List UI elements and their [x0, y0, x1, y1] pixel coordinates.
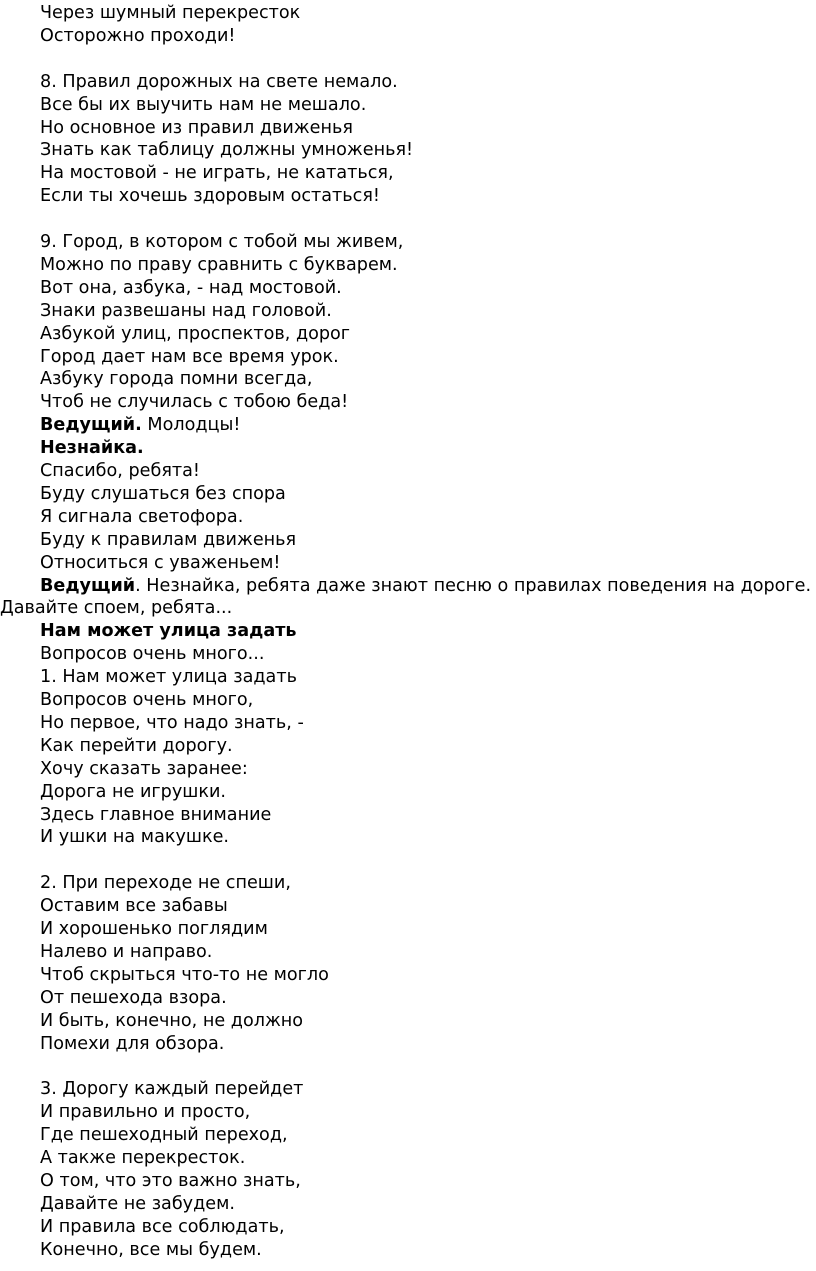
text-line: Буду слушаться без спора	[40, 483, 286, 504]
text-line: Знать как таблицу должны умноженья!	[40, 140, 414, 161]
speaker-line	[40, 620, 297, 643]
text-line: Можно по праву сравнить с букварем.	[40, 254, 398, 275]
text-line: Вопросов очень много...	[40, 644, 265, 665]
text-line: Вопросов очень много,	[40, 690, 254, 710]
text-line: Вот она, азбука, - над мостовой.	[40, 277, 342, 298]
speaker-name: Ведущий	[40, 575, 136, 596]
text-line: И хорошенько поглядим	[40, 919, 268, 939]
text-line: Азбуку города помни всегда,	[40, 369, 313, 390]
text-line: И быть, конечно, не должно	[40, 1010, 304, 1031]
text-line: Осторожно проходи!	[40, 25, 236, 46]
text-line: Я сигнала светофора.	[40, 506, 244, 527]
speaker-name: Нам может улица задать	[40, 621, 297, 642]
text-line: Относиться с уваженьем!	[40, 552, 281, 573]
speaker-line	[40, 437, 144, 460]
text-line: Где пешеходный переход,	[40, 1125, 288, 1146]
text-line: 2. При переходе не спеши,	[40, 873, 291, 894]
text-line: Если ты хочешь здоровым остаться!	[40, 186, 380, 207]
text-line: Оставим все забавы	[40, 896, 228, 917]
text-line: О том, что это важно знать,	[40, 1170, 301, 1191]
text-line: А также перекресток.	[40, 1148, 246, 1168]
speaker-name: Незнайка.	[40, 438, 144, 459]
speaker-name: Ведущий.	[40, 415, 142, 436]
text-line: Налево и направо.	[40, 941, 213, 962]
speaker-line	[40, 414, 240, 437]
text-line: Давайте споем, ребята...	[0, 598, 233, 619]
text-line: Давайте не забудем.	[40, 1193, 235, 1214]
speaker-text: Молодцы!	[141, 415, 241, 436]
text-line: Азбукой улиц, проспектов, дорог	[40, 323, 351, 344]
text-line: Но первое, что надо знать, -	[40, 712, 304, 733]
text-line: На мостовой - не играть, не кататься,	[40, 163, 394, 184]
text-line: Конечно, все мы будем.	[40, 1239, 262, 1260]
text-line: Дорога не игрушки.	[40, 781, 226, 802]
text-line: Помехи для обзора.	[40, 1033, 225, 1054]
text-line: Как перейти дорогу.	[40, 735, 233, 756]
speaker-text: . Незнайка, ребята даже знают песню о правилах поведения на дороге.	[135, 575, 812, 596]
text-line: 9. Город, в котором с тобой мы живем,	[40, 232, 404, 252]
text-line: Буду к правилам движенья	[40, 529, 297, 550]
text-line: И ушки на макушке.	[40, 827, 230, 848]
text-line: 1. Нам может улица задать	[40, 667, 297, 688]
text-line: Чтоб скрыться что-то не могло	[40, 964, 329, 985]
text-line: От пешехода взора.	[40, 987, 227, 1008]
text-line: И правильно и просто,	[40, 1102, 251, 1123]
text-line: Но основное из правил движенья	[40, 117, 353, 138]
text-line: И правила все соблюдать,	[40, 1216, 285, 1237]
text-line: Все бы их выучить нам не мешало.	[40, 94, 367, 115]
text-line: Спасибо, ребята!	[40, 461, 200, 481]
text-line: Знаки развешаны над головой.	[40, 300, 332, 321]
text-line: Здесь главное внимание	[40, 804, 272, 825]
text-line: Через шумный перекресток	[40, 3, 301, 23]
text-line: 3. Дорогу каждый перейдет	[40, 1079, 304, 1100]
text-line: Город дает нам все время урок.	[40, 346, 339, 367]
text-line: Хочу сказать заранее:	[40, 758, 248, 779]
text-line: Чтоб не случилась с тобою беда!	[40, 392, 349, 413]
text-line: 8. Правил дорожных на свете немало.	[40, 71, 398, 92]
speaker-line	[40, 575, 811, 598]
